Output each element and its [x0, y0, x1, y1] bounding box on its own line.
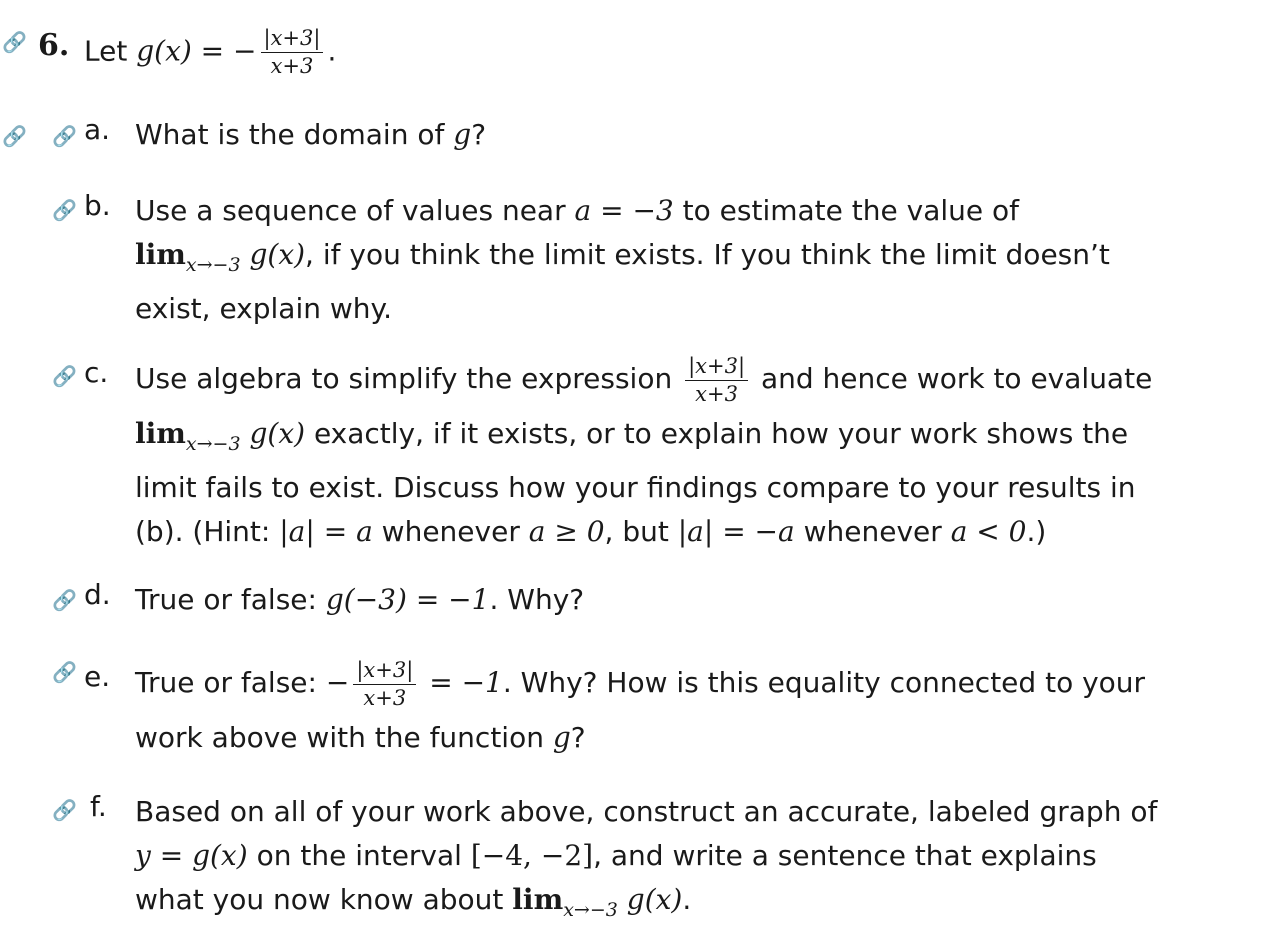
part-letter: f.	[90, 790, 107, 823]
function-def: g(x) = −	[136, 34, 257, 68]
problem-stem: Let g(x) = − $\frac{|x+3|}{x+3}$ .	[84, 26, 337, 78]
part-c-text: Use algebra to simplify the expression $\frac{|x+3|}{x+3}$ and hence work to evaluate $\lim_{x\to-3} g(x)$ exactly, if it exists, or to explain how your work shows the limit fails to exist. Discuss how your findings compare to your results in (b). (Hint: |a| = a whenever a ≥ 0, but |a| = −a whenever a < 0.)	[135, 353, 1153, 548]
link-icon[interactable]: 🔗	[52, 124, 77, 148]
link-icon[interactable]: 🔗	[52, 364, 77, 388]
part-e-text: True or false: − $\frac{|x+3|}{x+3}$ = −1. Why? How is this equality connected to your work above with the function g?	[135, 657, 1146, 754]
problem-number: 6.	[38, 28, 70, 63]
fraction: $\frac{|x+3|}{x+3}$	[353, 660, 416, 709]
part-letter: b.	[84, 189, 111, 222]
link-icon[interactable]: 🔗	[2, 30, 27, 54]
part-d-text: True or false: g(−3) = −1. Why?	[135, 583, 585, 616]
part-b-text: Use a sequence of values near a = −3 to estimate the value of $\lim_{x\to-3} g(x)$, if you think the limit exists. If you think the limit doesn’t exist, explain why.	[135, 194, 1110, 325]
part-letter: e.	[84, 660, 111, 693]
link-icon[interactable]: 🔗	[52, 198, 77, 222]
fraction: $\frac{|x+3|}{x+3}$	[261, 28, 324, 77]
part-letter: d.	[84, 578, 111, 611]
part-letter: a.	[84, 113, 111, 146]
part-a-text: What is the domain of g?	[135, 118, 487, 151]
part-f-text: Based on all of your work above, construct an accurate, labeled graph of y = g(x) on the interval [−4, −2], and write a sentence that explains what you now know about $\lim_{x\to-3} g(x)$.	[135, 795, 1158, 921]
fraction: $\frac{|x+3|}{x+3}$	[685, 356, 748, 405]
part-letter: c.	[84, 356, 109, 389]
link-icon[interactable]: 🔗	[52, 660, 77, 684]
link-icon[interactable]: 🔗	[52, 588, 77, 612]
link-icon[interactable]: 🔗	[2, 124, 27, 148]
link-icon[interactable]: 🔗	[52, 798, 77, 822]
